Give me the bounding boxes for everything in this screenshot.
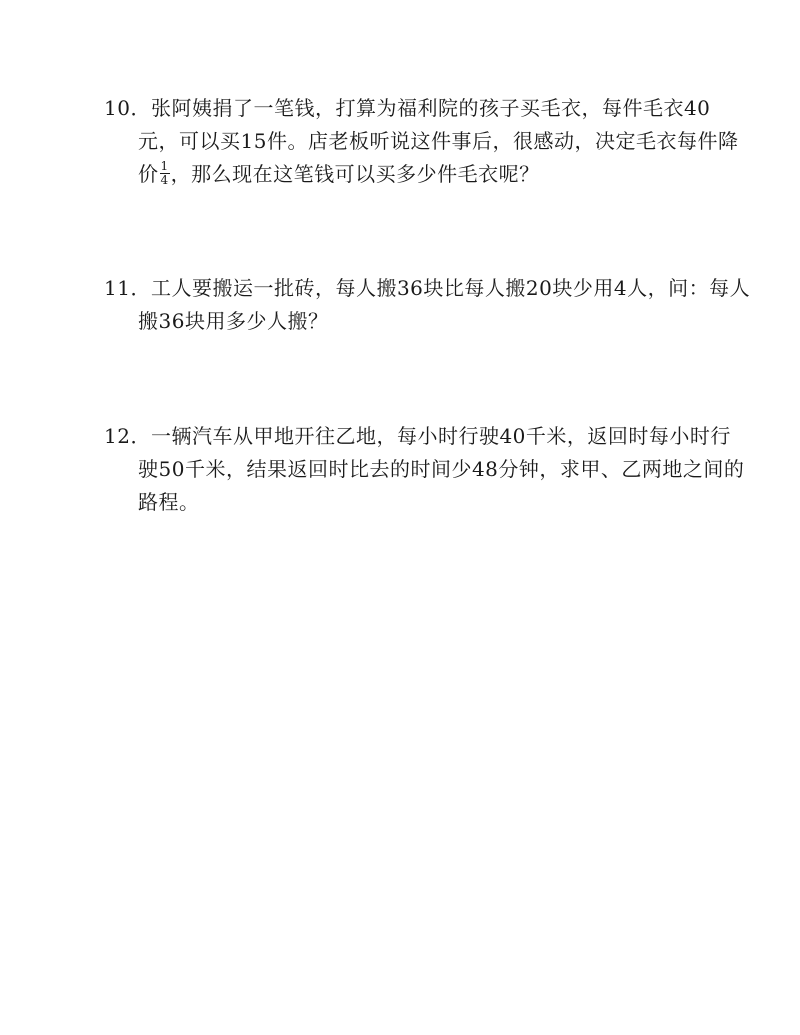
problem-12-line-3: 路程。 xyxy=(138,490,200,514)
problem-11 xyxy=(104,272,751,338)
problem-10 xyxy=(104,92,739,191)
fraction-numerator: 1 xyxy=(160,159,169,173)
problem-11-line-2: 搬36块用多少人搬？ xyxy=(138,309,329,333)
problem-11-line-1 xyxy=(104,272,751,305)
problem-text: 价 xyxy=(138,162,159,186)
fraction xyxy=(160,160,170,187)
problem-text: 一辆汽车从甲地开往乙地，每小时行驶40千米，返回时每小时行 xyxy=(150,424,731,448)
problem-10-line-2: 元，可以买15件。店老板听说这件事后，很感动，决定毛衣每件降 xyxy=(138,129,739,153)
fraction-denominator: 4 xyxy=(160,173,169,187)
problem-text: ，那么现在这笔钱可以买多少件毛衣呢？ xyxy=(170,162,540,186)
problem-number: 12． xyxy=(104,424,151,448)
problem-text: 工人要搬运一批砖，每人搬36块比每人搬20块少用4人，问：每人 xyxy=(150,276,751,300)
problem-12 xyxy=(104,420,745,519)
problem-number: 11． xyxy=(104,276,151,300)
problem-10-line-3 xyxy=(104,158,704,191)
problem-10-line-1 xyxy=(104,92,711,125)
problem-12-line-2: 驶50千米，结果返回时比去的时间少48分钟，求甲、乙两地之间的 xyxy=(138,457,745,481)
problem-12-line-1 xyxy=(104,420,731,453)
problem-number: 10． xyxy=(104,96,151,120)
problem-text: 张阿姨捐了一笔钱，打算为福利院的孩子买毛衣，每件毛衣40 xyxy=(150,96,711,120)
